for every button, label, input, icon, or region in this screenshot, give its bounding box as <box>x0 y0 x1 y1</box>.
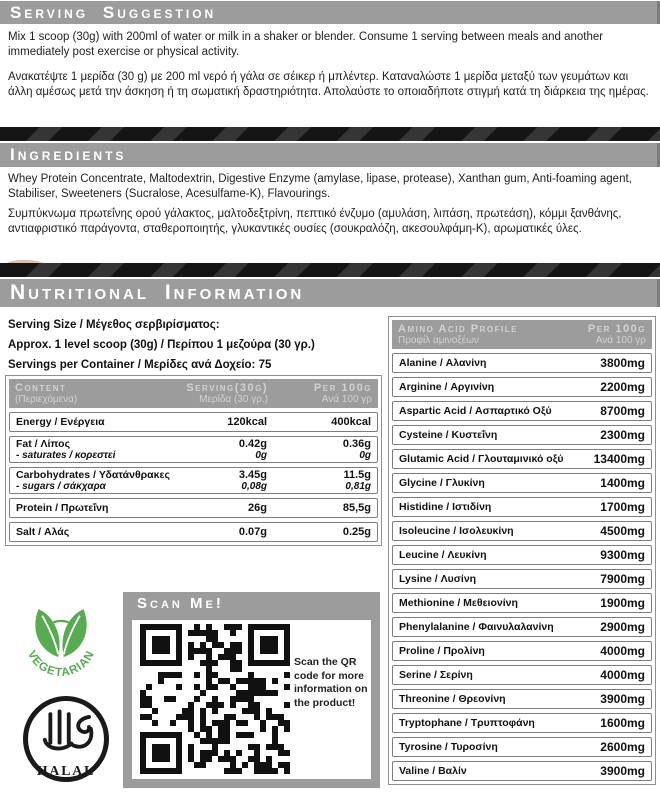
table-row <box>9 522 378 542</box>
table-row <box>392 761 652 781</box>
halal-label: HALAL <box>36 762 96 778</box>
amino-per100-column-header: Per 100g Ανά 100 γρ <box>587 323 646 346</box>
serving-size-line: Serving Size / Μέγεθος σερβιρίσματος: <box>8 319 220 331</box>
table-row <box>392 521 652 541</box>
scan-me-box <box>123 592 380 788</box>
nutrient-sub-serving-value: 0g <box>255 450 267 461</box>
vegetarian-label: VEGETARIAN <box>24 648 98 680</box>
nutritional-information-header: Nutritional Information <box>0 279 660 307</box>
amino-name: Lysine / Λυσίνη <box>399 573 477 585</box>
serving-suggestion-text-gr: Ανακατέψτε 1 μερίδα (30 g) με 200 ml νερό ή γάλα σε σέικερ ή μπλέντερ. Καταναλώστε 1 μερίδα μεταξύ των γευμάτων και άλλη αμέσως μετά την άσκηση ή τη σωματική δραστηριότητα. Απολαύστε το οποιαδήποτε στιγμή κατά τη διάρκεια της ημέρας. <box>8 71 649 99</box>
nutrient-sub-per100-value: 0g <box>359 450 371 461</box>
amino-value: 13400mg <box>593 452 645 466</box>
nutrient-sub-serving-value: 0,08g <box>241 481 267 492</box>
leaf-icon <box>62 609 86 657</box>
amino-value: 1900mg <box>600 596 645 610</box>
qr-code <box>140 624 290 779</box>
nutrition-content-table <box>5 375 382 546</box>
amino-value: 8700mg <box>600 404 645 418</box>
nutrient-per100-value: 85,5g <box>342 502 371 514</box>
amino-value: 4000mg <box>600 668 645 682</box>
amino-value: 4000mg <box>600 644 645 658</box>
ingredients-header: Ingredients <box>0 143 660 167</box>
nutrient-sub-label: - sugars / σάκχαρα <box>16 481 106 492</box>
amino-value: 2200mg <box>600 380 645 394</box>
nutrient-per100-value: 400kcal <box>331 416 371 428</box>
amino-name: Methionine / Μεθειονίνη <box>399 597 518 609</box>
approx-scoop-line: Approx. 1 level scoop (30g) / Περίπου 1 μεζούρα (30 γρ.) <box>8 339 315 351</box>
table-row <box>392 569 652 589</box>
vegetarian-logo-icon <box>14 595 108 689</box>
amino-value: 7900mg <box>600 572 645 586</box>
table-row <box>9 412 378 432</box>
table-row <box>9 436 378 463</box>
amino-profile-column-header: Amino Acid Profile Προφίλ αμινοξέων <box>398 323 518 346</box>
table-row <box>392 689 652 709</box>
amino-value: 3900mg <box>600 764 645 778</box>
halal-badge <box>20 690 112 788</box>
amino-name: Proline / Προλίνη <box>399 645 485 657</box>
content-column-header: Content (Περιεχόμενα) <box>15 382 78 405</box>
nutrient-per100-value: 0.36g <box>342 438 371 450</box>
amino-name: Histidine / Ιστιδίνη <box>399 501 492 513</box>
amino-name: Tyrosine / Τυροσίνη <box>399 741 498 753</box>
nutrient-label: Fat / Λίπος <box>16 438 71 450</box>
nutrient-sub-label: - saturates / κορεστεί <box>16 450 116 461</box>
scan-me-title: Scan Me! <box>137 595 224 612</box>
svg-text:VEGETARIAN <box>25 648 97 679</box>
amino-name: Alanine / Αλανίνη <box>399 357 487 369</box>
amino-name: Valine / Βαλίν <box>399 765 467 777</box>
table-row <box>392 473 652 493</box>
amino-value: 1700mg <box>600 500 645 514</box>
amino-name: Glycine / Γλυκίνη <box>399 477 485 489</box>
leaf-icon <box>35 609 59 657</box>
amino-value: 9300mg <box>600 548 645 562</box>
nutrient-label: Salt / Αλάς <box>16 526 70 538</box>
nutrient-per100-value: 0.25g <box>342 526 371 538</box>
content-table-rows <box>9 412 378 542</box>
amino-name: Cysteine / Κυστεΐνη <box>399 429 498 441</box>
nutrient-label: Carbohydrates / Υδατάνθρακες <box>16 469 170 481</box>
nutrient-serving-value: 3.45g <box>238 469 267 481</box>
table-row <box>392 401 652 421</box>
table-row <box>392 545 652 565</box>
nutrient-serving-value: 120kcal <box>227 416 267 428</box>
amino-name: Leucine / Λευκίνη <box>399 549 487 561</box>
amino-name: Glutamic Acid / Γλουταμινικό οξύ <box>399 453 564 465</box>
nutrient-label: Protein / Πρωτεΐνη <box>16 502 109 514</box>
amino-acid-table <box>388 316 656 785</box>
table-row <box>392 713 652 733</box>
serving-column-header: Serving(30g) Μερίδα (30 γρ.) <box>186 382 268 405</box>
table-row <box>392 497 652 517</box>
table-row <box>392 641 652 661</box>
servings-per-container-line: Servings per Container / Μερίδες ανά Δοχείο: 75 <box>8 359 272 371</box>
amino-name: Phenylalanine / Φαινυλαλανίνη <box>399 621 554 633</box>
nutrient-serving-value: 26g <box>248 502 267 514</box>
leaf-arc <box>53 621 68 622</box>
amino-value: 1600mg <box>600 716 645 730</box>
amino-acid-table-rows <box>392 353 652 781</box>
stripe-divider <box>0 263 660 277</box>
amino-value: 2900mg <box>600 620 645 634</box>
table-row <box>392 617 652 637</box>
table-row <box>392 353 652 373</box>
scan-inner-panel <box>132 620 371 779</box>
nutrient-label: Energy / Ενέργεια <box>16 416 105 428</box>
nutrient-serving-value: 0.07g <box>238 526 267 538</box>
serving-suggestion-text-en: Mix 1 scoop (30g) with 200ml of water or milk in a shaker or blender. Consume 1 serving between meals and another immediately post exercise or physical activity. <box>8 31 604 59</box>
serving-suggestion-header: Serving Suggestion <box>0 1 660 24</box>
table-row <box>392 425 652 445</box>
vegetarian-badge <box>14 595 108 689</box>
ingredients-text-gr: Συμπύκνωμα πρωτεΐνης ορού γάλακτος, μαλτοδεξτρίνη, πεπτικό ένζυμο (αμυλάση, λιπάση, πρωτεάση), κόμμι ξανθάνης, αντιαφριστικό παράγοντα, σταθεροποιητής, γλυκαντικές ουσίες (σουκραλόζη, ακεσουλφάμη-Κ), αρωματικές ύλες. <box>8 208 622 236</box>
amino-table-header <box>392 320 652 349</box>
table-row <box>392 593 652 613</box>
nutrient-per100-value: 11.5g <box>343 469 371 481</box>
amino-name: Arginine / Αργινίνη <box>399 381 495 393</box>
amino-value: 1400mg <box>600 476 645 490</box>
serving-info-block <box>8 315 380 375</box>
amino-name: Isoleucine / Ισολευκίνη <box>399 525 514 537</box>
amino-value: 3900mg <box>600 692 645 706</box>
table-row <box>392 377 652 397</box>
table-row <box>9 498 378 518</box>
stripe-divider <box>0 127 660 141</box>
table-row <box>9 467 378 494</box>
per100-column-header: Per 100g Ανά 100 γρ <box>313 382 372 405</box>
halal-logo-icon <box>20 690 112 788</box>
table-row <box>392 737 652 757</box>
amino-name: Serine / Σερίνη <box>399 669 473 681</box>
content-table-header <box>9 379 378 408</box>
nutrient-sub-per100-value: 0,81g <box>345 481 371 492</box>
amino-name: Aspartic Acid / Ασπαρτικό Οξύ <box>399 405 552 417</box>
nutrient-serving-value: 0.42g <box>238 438 267 450</box>
amino-value: 2600mg <box>600 740 645 754</box>
amino-name: Threonine / Θρεονίνη <box>399 693 506 705</box>
amino-value: 2300mg <box>600 428 645 442</box>
amino-value: 4500mg <box>600 524 645 538</box>
table-row <box>392 665 652 685</box>
amino-name: Tryptophane / Τρυπτοφάνη <box>399 717 535 729</box>
ingredients-text-en: Whey Protein Concentrate, Maltodextrin, Digestive Enzyme (amylase, lipase, protease), Xanthan gum, Anti-foaming agent, Stabiliser, Sweeteners (Sucralose, Acesulfame-K), Flavourings. <box>8 173 632 201</box>
amino-value: 3800mg <box>600 356 645 370</box>
scan-caption: Scan the QR code for more information on the product! <box>294 656 368 709</box>
table-row <box>392 449 652 469</box>
